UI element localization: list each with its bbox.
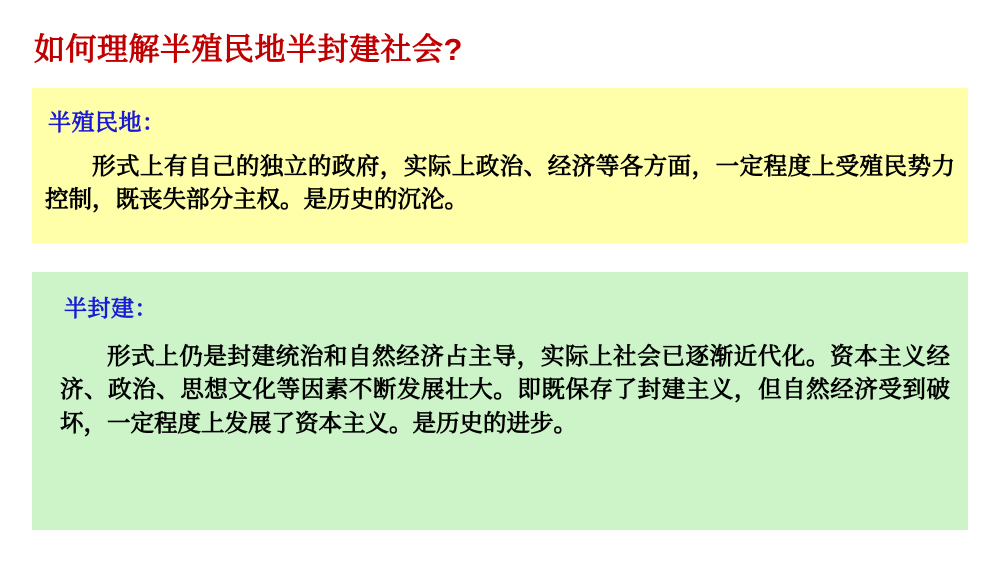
panel-semi-colonial (32, 88, 968, 243)
panel-semi-colonial-body: 形式上有自己的独立的政府，实际上政治、经济等各方面，一定程度上受殖民势力控制，既丧失部分主权。是历史的沉沦。 (45, 153, 955, 213)
panel-semi-feudal-heading: 半封建： (64, 295, 158, 321)
page-title: 如何理解半殖民地半封建社会? (34, 32, 463, 67)
panel-semi-feudal-body: 形式上仍是封建统治和自然经济占主导，实际上社会已逐渐近代化。资本主义经济、政治、思想文化等因素不断发展壮大。即既保存了封建主义，但自然经济受到破坏，一定程度上发展了资本主义。是历史的进步。 (60, 343, 950, 436)
panel-semi-feudal (32, 272, 968, 530)
panel-semi-colonial-heading: 半殖民地： (48, 109, 166, 135)
